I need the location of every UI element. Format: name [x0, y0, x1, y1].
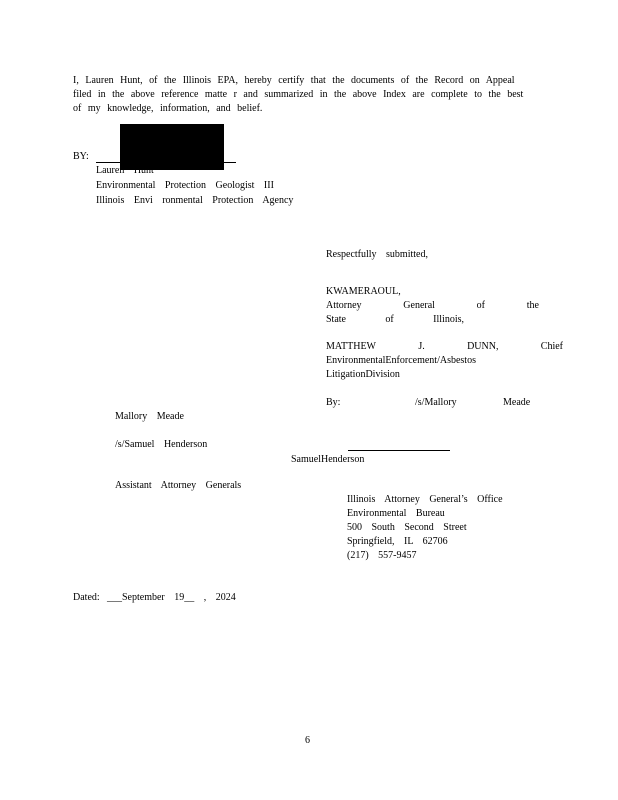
signer-name: Lauren Hunt — [96, 165, 154, 176]
street-address: 500 South Second Street — [347, 522, 467, 533]
certification-line-3: of my knowledge, information, and belief. — [73, 103, 263, 114]
dunn-word: J. — [418, 341, 425, 352]
phone-number: (217) 557-9457 — [347, 550, 417, 561]
dated-label: Dated: — [73, 592, 100, 603]
dated-value: ___September 19__ , 2024 — [107, 592, 236, 603]
signer-title: Environmental Protection Geologist III — [96, 180, 274, 191]
bureau-name: Environmental Bureau — [347, 508, 445, 519]
by-line-label: By: — [326, 397, 341, 408]
division-line-2: LitigationDivision — [326, 369, 400, 380]
dunn-line — [326, 340, 563, 354]
ag-state-word: Illinois, — [433, 314, 464, 325]
ag-title-word: of — [476, 300, 486, 311]
assistant-attorney-generals: Assistant Attorney Generals — [115, 480, 242, 491]
samuel-henderson-name: SamuelHenderson — [291, 454, 365, 465]
henderson-signature-line — [348, 450, 450, 451]
ag-state-word: State — [326, 314, 346, 325]
attorney-general-title — [326, 299, 539, 313]
ag-title-word: the — [526, 300, 539, 311]
division-line-1: EnvironmentalEnforcement/Asbestos — [326, 355, 476, 366]
attorney-general-state — [326, 313, 464, 327]
ag-state-word: of — [385, 314, 394, 325]
by-label: BY: — [73, 151, 89, 162]
certification-line-2: filed in the above reference matte r and summarized in the above Index are complete to the best — [73, 89, 524, 100]
ag-title-word: Attorney — [326, 300, 362, 311]
respectfully-submitted: Respectfully submitted, — [326, 249, 428, 260]
by-line-signature: /s/Mallory — [415, 397, 457, 408]
dunn-word: DUNN, — [467, 341, 499, 352]
attorney-general-name: KWAMERAOUL, — [326, 286, 401, 297]
mallory-meade-name: Mallory Meade — [115, 411, 184, 422]
certification-line-1: I, Lauren Hunt, of the Illinois EPA, hereby certify that the documents of the Record on Appeal — [73, 75, 515, 86]
city-state-zip: Springfield, IL 62706 — [347, 536, 448, 547]
dunn-word: MATTHEW — [326, 341, 376, 352]
office-name: Illinois Attorney General’s Office — [347, 494, 503, 505]
page-number: 6 — [305, 735, 310, 746]
dunn-word: Chief — [540, 341, 563, 352]
samuel-henderson-signature: /s/Samuel Henderson — [115, 439, 208, 450]
ag-title-word: General — [403, 300, 435, 311]
signer-agency: Illinois Envi ronmental Protection Agency — [96, 195, 294, 206]
by-line-surname: Meade — [503, 397, 531, 408]
